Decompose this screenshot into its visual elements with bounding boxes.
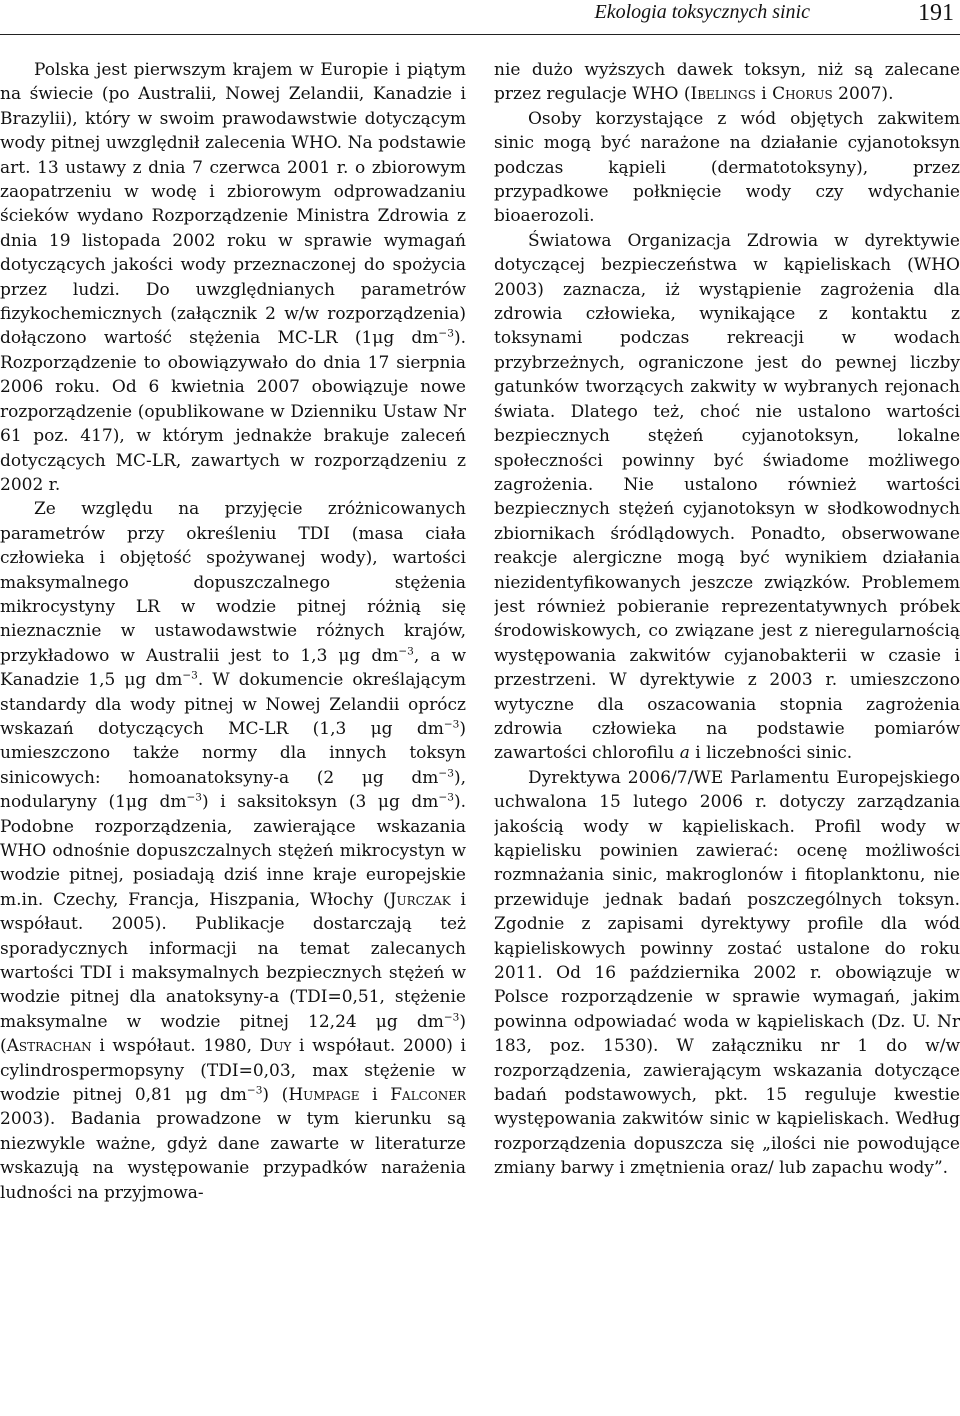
left-column <box>0 58 466 1416</box>
superscript: −3 <box>438 767 454 780</box>
author-name: Humpage <box>288 1085 360 1106</box>
author-name: Falconer <box>390 1085 466 1106</box>
superscript: −3 <box>398 645 414 658</box>
author-name: Astrachan <box>6 1036 92 1057</box>
text-run: 2003). Badania prowadzone w tym kierunku są niezwykle ważne, gdyż dane zawarte w literaturze wskazują na występowanie przypadków narażenia ludności na przyjmowa- <box>0 1109 466 1203</box>
paragraph <box>0 497 466 1205</box>
paragraph <box>494 58 960 107</box>
italic-text: a <box>679 743 690 764</box>
author-name: Ibelings <box>690 84 756 105</box>
header-rule <box>0 34 960 35</box>
paragraph <box>494 107 960 229</box>
author-name: Chorus <box>772 84 833 105</box>
superscript: −3 <box>186 791 202 804</box>
paragraph <box>494 766 960 1181</box>
text-run: ) ( <box>262 1085 289 1106</box>
text-run: Polska jest pierwszym krajem w Europie i piątym na świecie (po Australii, Nowej Zelandii, Kanadzie i Brazylii), który w swoim prawodawstwie dotyczącym wody pitnej uwzględnił zalecenia WHO. Na podstawie art. 13 ustawy z dnia 7 czerwca 2001 r. o zbiorowym zaopatrzeniu w wodę i zbiorowym odprowadzaniu ścieków wydano Rozporządzenie Ministra Zdrowia z dnia 19 listopada 2002 roku w sprawie wymagań dotyczących jakości wody przeznaczonej do spożycia przez ludzi. Do uwzględnianych parametrów fizykochemicznych (załącznik 2 w/w rozporządzenia) dołączono wartość stężenia MC-LR (1μg dm <box>0 60 466 349</box>
text-run: i <box>359 1085 391 1106</box>
text-run: Ze względu na przyjęcie zróżnicowanych parametrów przy określeniu TDI (masa ciała człowieka i objętość spożywanej wody), wartości maksymalnego dopuszczalnego stężenia mikrocystyny LR w wodzie pitnej różnią się nieznacznie w ustawodawstwie różnych krajów, przykładowo w Australii jest to 1,3 μg dm <box>0 499 466 666</box>
superscript: −3 <box>438 327 454 340</box>
superscript: −3 <box>246 1084 263 1097</box>
text-run: ) i saksitoksyn (3 μg dm <box>202 792 439 813</box>
text-run: ). Rozporządzenie to obowiązywało do dnia 17 sierpnia 2006 roku. Od 6 kwietnia 2007 obowiązuje nowe rozporządzenie (opublikowane w Dzienniku Ustaw Nr 61 poz. 417), w którym jednakże brakuje zaleceń dotyczących MC-LR, zawartych w rozporządzeniu z 2002 r. <box>0 328 466 495</box>
text-run: ). Podobne rozporządzenia, zawierające wskazania WHO odnośnie dopuszczalnych stężeń mikrocystyn w wodzie pitnej, posiadają dziś inne kraje europejskie m.in. Czechy, Francja, Hiszpania, Włochy ( <box>0 792 466 910</box>
text-run: Dyrektywa 2006/7/WE Parlamentu Europejskiego uchwalona 15 lutego 2006 r. dotyczy zarządzania jakością wody w kąpieliskach. Profil wody w kąpielisku powinien zawierać: ocenę możliwości rozmnażania sinic, makroglonów i fitoplanktonu, nie przewiduje jednak badań poszczególnych toksyn. Zgodnie z zapisami dyrektywy profile dla wód kąpieliskowych powinny zostać ustalone do roku 2011. Od 16 października 2002 r. obowiązuje w Polsce rozporządzenie w sprawie wymagań, jakim powinna odpowiadać woda w kąpieliskach (Dz. U. Nr 183, poz. 1530). W załączniku nr 1 do w/w rozporządzenia, zawierającym wskazania dotyczące badań podstawowych, pkt. 15 reguluje kwestie występowania zakwitów sinic w kąpieliskach. Według rozporządzenia dopuszcza się „ilości nie powodujące zmiany barwy i zmętnienia oraz/ lub zapachu wody”. <box>494 767 960 1179</box>
page-number: 191 <box>918 0 954 26</box>
author-name: Duy <box>259 1036 292 1057</box>
text-run: ), nodularyny (1μg dm <box>0 767 466 813</box>
text-run: , a w Kanadzie 1,5 μg dm <box>0 645 466 691</box>
text-run: Światowa Organizacja Zdrowia w dyrektywie dotyczącej bezpieczeństwa w kąpieliskach (WHO 2003) zaznacza, iż wystąpienie zagrożenia dla zdrowia człowieka, wynikające z kontaktu z toksynami podczas rekreacji w wodach przybrzeżnych, ograniczone jest do pewnej liczby gatunków tworzących zakwity w wybranych rejonach świata. Dlatego też, choć nie ustalono wartości bezpiecznych stężeń cyjanotoksyn, lokalne społeczności powinny być świadome możliwego zagrożenia. Nie ustalono również wartości bezpiecznych stężeń cyjanotoksyn w słodkowodnych zbiornikach śródlądowych. Ponadto, obserwowane reakcje alergiczne mogą być wynikiem działania niezidentyfikowanych jeszcze związków. Problemem jest również pobieranie reprezentatywnych próbek środowiskowych, co związane jest z nieregularnością występowania zakwitów cyjanobakterii w czasie i przestrzeni. W dyrektywie z 2003 r. umieszczono wytyczne dla oszacowania stopnia zagrożenia zdrowia człowieka na podstawie pomiarów zawartości chlorofilu <box>494 230 960 764</box>
right-column <box>494 58 960 1416</box>
text-run: i współaut. 1980, <box>91 1036 260 1057</box>
paragraph <box>494 229 960 766</box>
text-run: i liczebności sinic. <box>689 743 853 764</box>
superscript: −3 <box>438 791 454 804</box>
author-name: Jurczak <box>389 889 451 910</box>
text-run: nie dużo wyższych dawek toksyn, niż są zalecane przez regulacje WHO ( <box>494 60 960 105</box>
text-run: ) umieszczono także normy dla innych toksyn sinicowych: homoanatoksyny-a (2 μg dm <box>0 718 466 788</box>
text-run: 2007). <box>832 84 894 105</box>
text-run: ) ( <box>0 1011 466 1057</box>
text-run: i <box>755 84 773 105</box>
text-run: . W dokumencie określającym standardy dla wody pitnej w Nowej Zelandii oprócz wskazań dotyczących MC-LR (1,3 μg dm <box>0 670 466 739</box>
superscript: −3 <box>443 718 460 731</box>
paragraph <box>0 58 466 497</box>
page-header <box>0 0 960 40</box>
text-run: i współaut. 2000) i cylindrospermopsyny (TDI=0,03, max stężenie w wodzie pitnej 0,81 μg dm <box>0 1036 466 1106</box>
running-title: Ekologia toksycznych sinic <box>594 1 810 23</box>
text-run: i współaut. 2005). Publikacje dostarczają też sporadycznych informacji na temat zalecanych wartości TDI i maksymalnych bezpiecznych stężeń w wodzie pitnej dla anatoksyny-a (TDI=0,51, stężenie maksymalne w wodzie pitnej 12,24 μg dm <box>0 889 466 1032</box>
superscript: −3 <box>182 669 198 682</box>
superscript: −3 <box>443 1011 460 1024</box>
text-run: Osoby korzystające z wód objętych zakwitem sinic mogą być narażone na działanie cyjanotoksyn podczas kąpieli (dermatotoksyny), przez przypadkowe połknięcie wody czy wdychanie bioaerozoli. <box>494 108 960 227</box>
